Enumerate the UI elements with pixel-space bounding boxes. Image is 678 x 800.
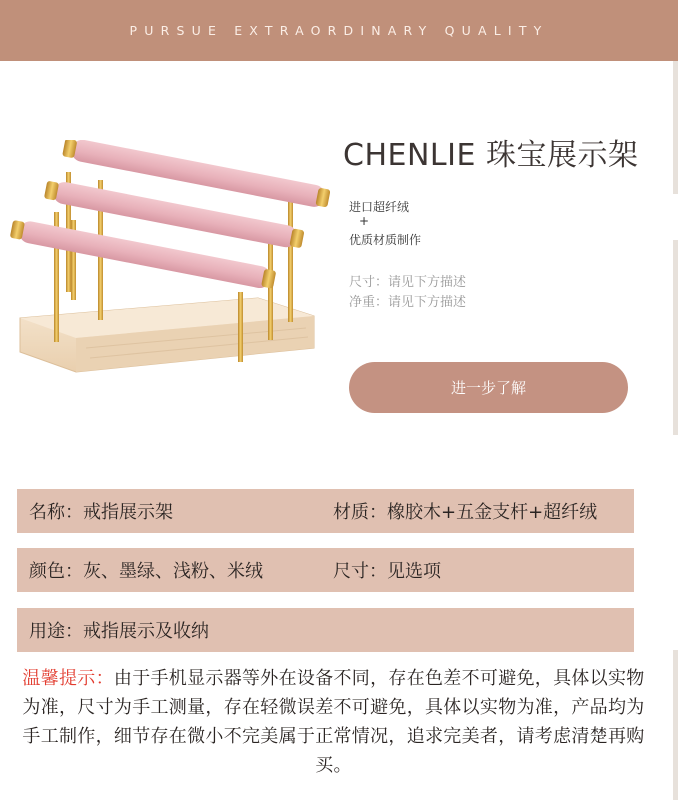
notice-label: 温馨提示： [22, 668, 114, 689]
notice-text [17, 664, 650, 780]
material-line-1: 进口超纤绒 [349, 200, 410, 214]
spec-name: 名称：戒指展示架 [29, 502, 173, 523]
weight-info: 净重：请见下方描述 [349, 295, 467, 310]
learn-more-label: 进一步了解 [450, 379, 526, 397]
spec-usage: 用途：戒指展示及收纳 [29, 621, 209, 642]
ring-display-rack-image [6, 140, 336, 380]
material-line-2: 优质材质制作 [349, 233, 422, 247]
spec-row-color-size [17, 548, 634, 592]
right-edge-divider [673, 650, 678, 800]
spec-color: 颜色：灰、墨绿、浅粉、米绒 [29, 561, 263, 582]
spec-size: 尺寸：见选项 [333, 561, 441, 582]
right-edge-divider [673, 240, 678, 435]
spec-row-usage [17, 608, 634, 652]
material-plus: + [359, 214, 370, 228]
spec-row-name-material [17, 489, 634, 533]
notice-body: 由于手机显示器等外在设备不同，存在色差不可避免，具体以实物为准，尺寸为手工测量，存在轻微误差不可避免，具体以实物为准，产品均为手工制作，细节存在微小不完美属于正常情况，追求完美者，请考虑清楚再购买。 [22, 668, 645, 776]
learn-more-button[interactable] [349, 362, 628, 413]
spec-material: 材质：橡胶木+五金支杆+超纤绒 [333, 502, 598, 523]
right-edge-divider [673, 61, 678, 194]
banner-slogan: PURSUE EXTRAORDINARY QUALITY [129, 23, 549, 38]
product-title: CHENLIE 珠宝展示架 [343, 138, 639, 173]
size-info: 尺寸：请见下方描述 [349, 275, 467, 290]
top-banner [0, 0, 678, 61]
